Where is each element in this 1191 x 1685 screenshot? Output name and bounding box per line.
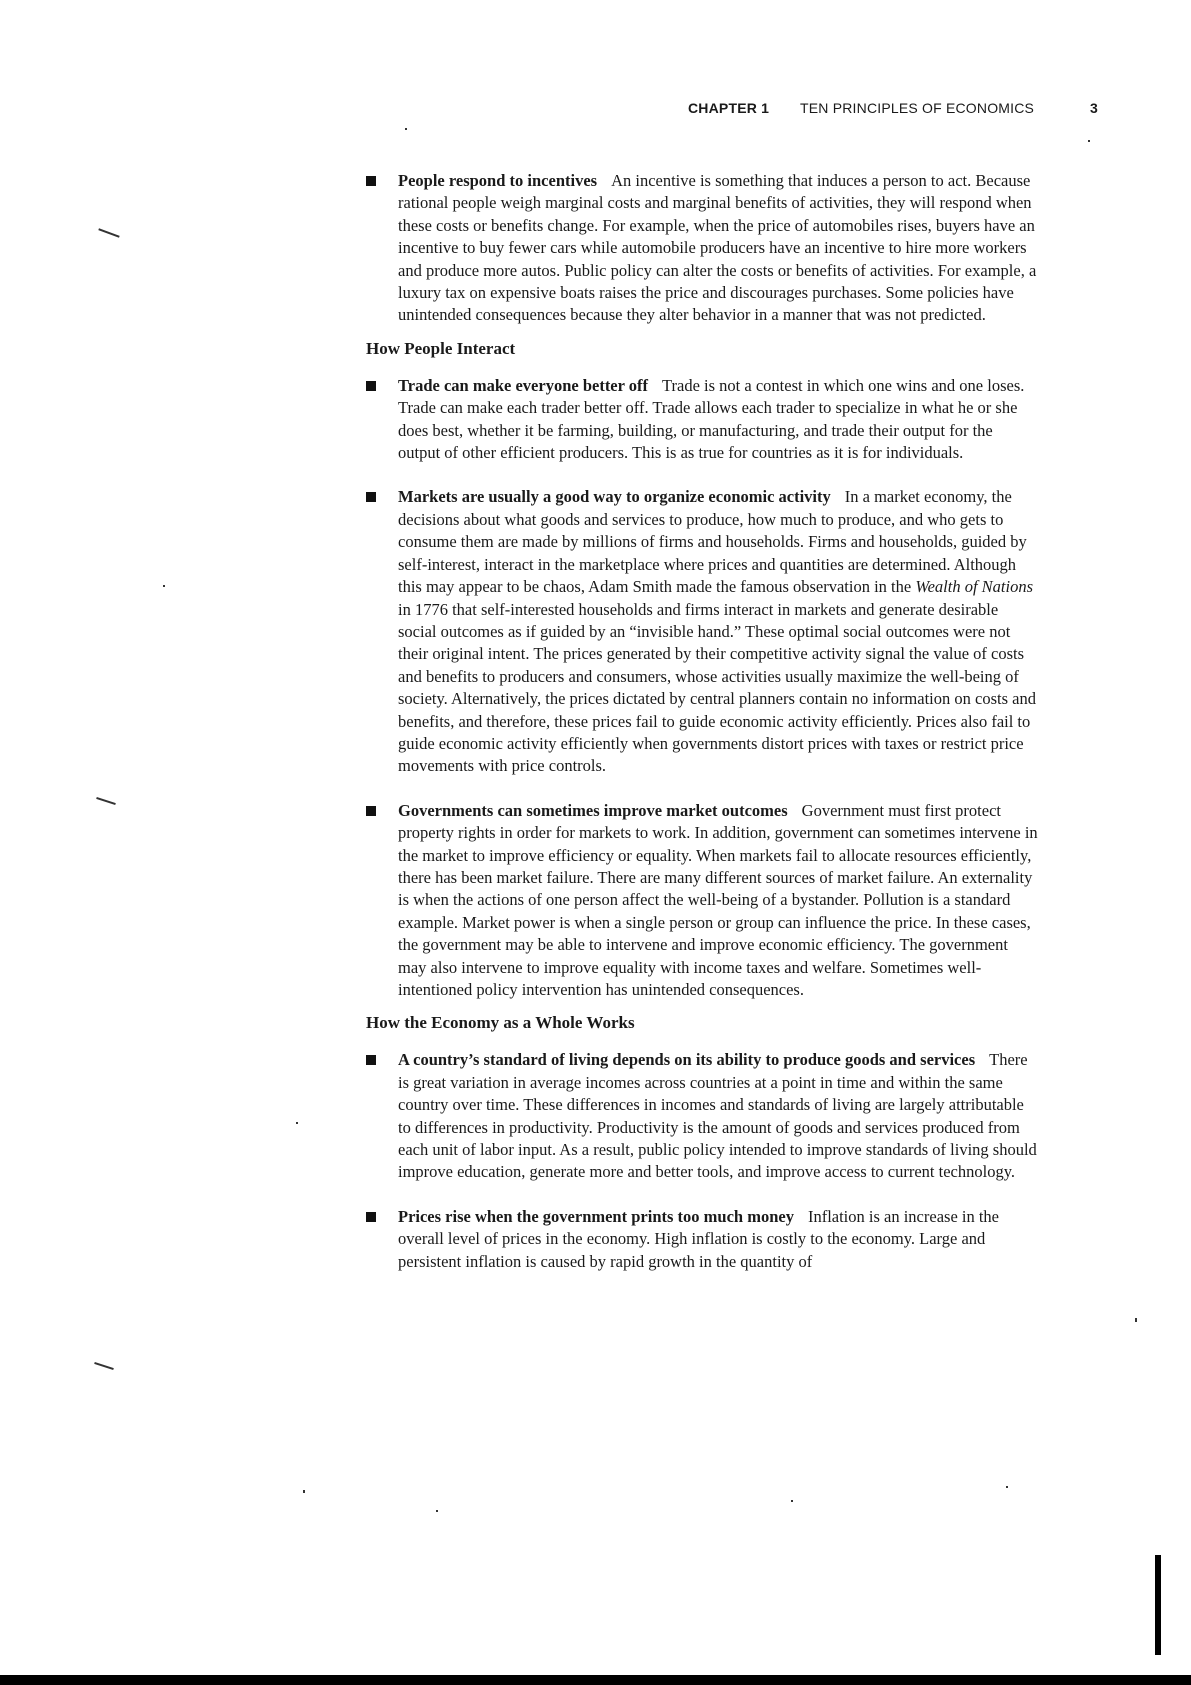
scan-speck xyxy=(98,228,119,237)
page-content xyxy=(366,170,1038,1273)
scan-speck xyxy=(163,585,165,587)
principle-lead: Trade can make everyone better off xyxy=(398,375,649,395)
principle-text-continued: in 1776 that self-interested households and firms interact in markets and generate desirable social outcomes as if guided by an “invisible hand.” These optimal social outcomes were not their original intent. The prices generated by their competitive activity signal the value of costs and benefits to producers and consumers, whose activities usually maximize the well-being of society. Alternatively, the prices dictated by central planners contain no information on costs and benefits, and therefore, these prices fail to guide economic activity efficiently. Prices also fail to guide economic activity efficiently when governments distort prices with taxes or restrict price movements with price controls. xyxy=(398,599,1036,776)
scan-speck xyxy=(1088,140,1090,142)
scan-speck xyxy=(405,128,407,130)
principle-lead: Prices rise when the government prints too much money xyxy=(398,1206,794,1226)
scan-speck xyxy=(1135,1318,1137,1322)
chapter-title: TEN PRINCIPLES OF ECONOMICS xyxy=(800,100,1035,116)
principle-inflation xyxy=(366,1206,1038,1273)
scan-speck xyxy=(94,1362,114,1370)
scan-speck xyxy=(436,1510,438,1512)
binding-edge-mark xyxy=(1155,1555,1161,1655)
section-heading-economy: How the Economy as a Whole Works xyxy=(366,1013,635,1033)
principle-lead: Governments can sometimes improve market outcomes xyxy=(398,800,788,820)
principle-lead: A country’s standard of living depends on its ability to produce goods and services xyxy=(398,1050,976,1070)
scan-bottom-edge xyxy=(0,1675,1191,1685)
scan-speck xyxy=(1006,1486,1008,1488)
scan-speck xyxy=(296,1122,298,1124)
scan-speck xyxy=(791,1500,793,1502)
bullet-square-icon xyxy=(366,381,376,391)
principle-text: Government must first protect property rights in order for markets to work. In addition, government can sometimes intervene in the market to improve efficiency or equality. When markets fail to allocate resources efficiently, there has been market failure. There are many different sources of market failure. An externality is when the actions of one person affect the well-being of a bystander. Pollution is a standard example. Market power is when a single person or group can influence the price. In these cases, the government may be able to intervene and improve economic efficiency. The government may also intervene to improve equality with income taxes and welfare. Sometimes well-intentioned policy intervention has unintended consequences. xyxy=(398,800,1038,999)
principle-incentives xyxy=(366,170,1038,327)
chapter-label: CHAPTER 1 xyxy=(688,100,770,116)
principle-text: Trade is not a contest in which one wins and one loses. Trade can make each trader better off. Trade allows each trader to specialize in what he or she does best, whether it be farming, building, or manufacturing, and trade their output for the output of other efficient producers. This is as true for countries as it is for individuals. xyxy=(398,375,1025,463)
principle-standard-of-living xyxy=(366,1049,1038,1183)
principle-governments xyxy=(366,800,1038,1002)
principle-markets xyxy=(366,486,1038,777)
principle-text: There is great variation in average incomes across countries at a point in time and within the same country over time. These differences in incomes and standards of living are largely attributable to differences in productivity. Productivity is the amount of goods and services produced from each unit of labor input. As a result, public policy intended to improve standards of living should improve education, generate more and better tools, and improve access to current technology. xyxy=(398,1050,1037,1182)
bullet-square-icon xyxy=(366,176,376,186)
principle-text: An incentive is something that induces a person to act. Because rational people weigh marginal costs and marginal benefits of activities, they will respond when these costs or benefits change. For example, when the price of automobiles rises, buyers have an incentive to buy fewer cars while automobile producers have an incentive to hire more workers and produce more autos. Public policy can alter the costs or benefits of activities. For example, a luxury tax on expensive boats raises the price and discourages purchases. Some policies have unintended consequences because they alter behavior in a manner that was not predicted. xyxy=(398,171,1037,325)
bullet-square-icon xyxy=(366,492,376,502)
principle-trade xyxy=(366,375,1038,465)
bullet-square-icon xyxy=(366,806,376,816)
page-number: 3 xyxy=(1090,100,1098,116)
principle-lead: Markets are usually a good way to organize economic activity xyxy=(398,487,831,507)
bullet-square-icon xyxy=(366,1055,376,1065)
section-heading-interact: How People Interact xyxy=(366,338,516,358)
principle-text: In a market economy, the decisions about what goods and services to produce, how much to produce, and who gets to consume them are made by millions of firms and households. Firms and households, guided by self-interest, interact in the marketplace where prices and quantities are determined. Although this may appear to be chaos, Adam Smith made the famous observation in the xyxy=(398,487,1027,597)
bullet-square-icon xyxy=(366,1212,376,1222)
principle-lead: People respond to incentives xyxy=(398,171,598,190)
principle-text: Inflation is an increase in the overall level of prices in the economy. High inflation is costly to the economy. Large and persistent inflation is caused by rapid growth in the quantity of xyxy=(398,1206,1000,1271)
scan-speck xyxy=(96,797,116,805)
scan-speck xyxy=(303,1490,305,1493)
book-title: Wealth of Nations xyxy=(915,577,1033,597)
